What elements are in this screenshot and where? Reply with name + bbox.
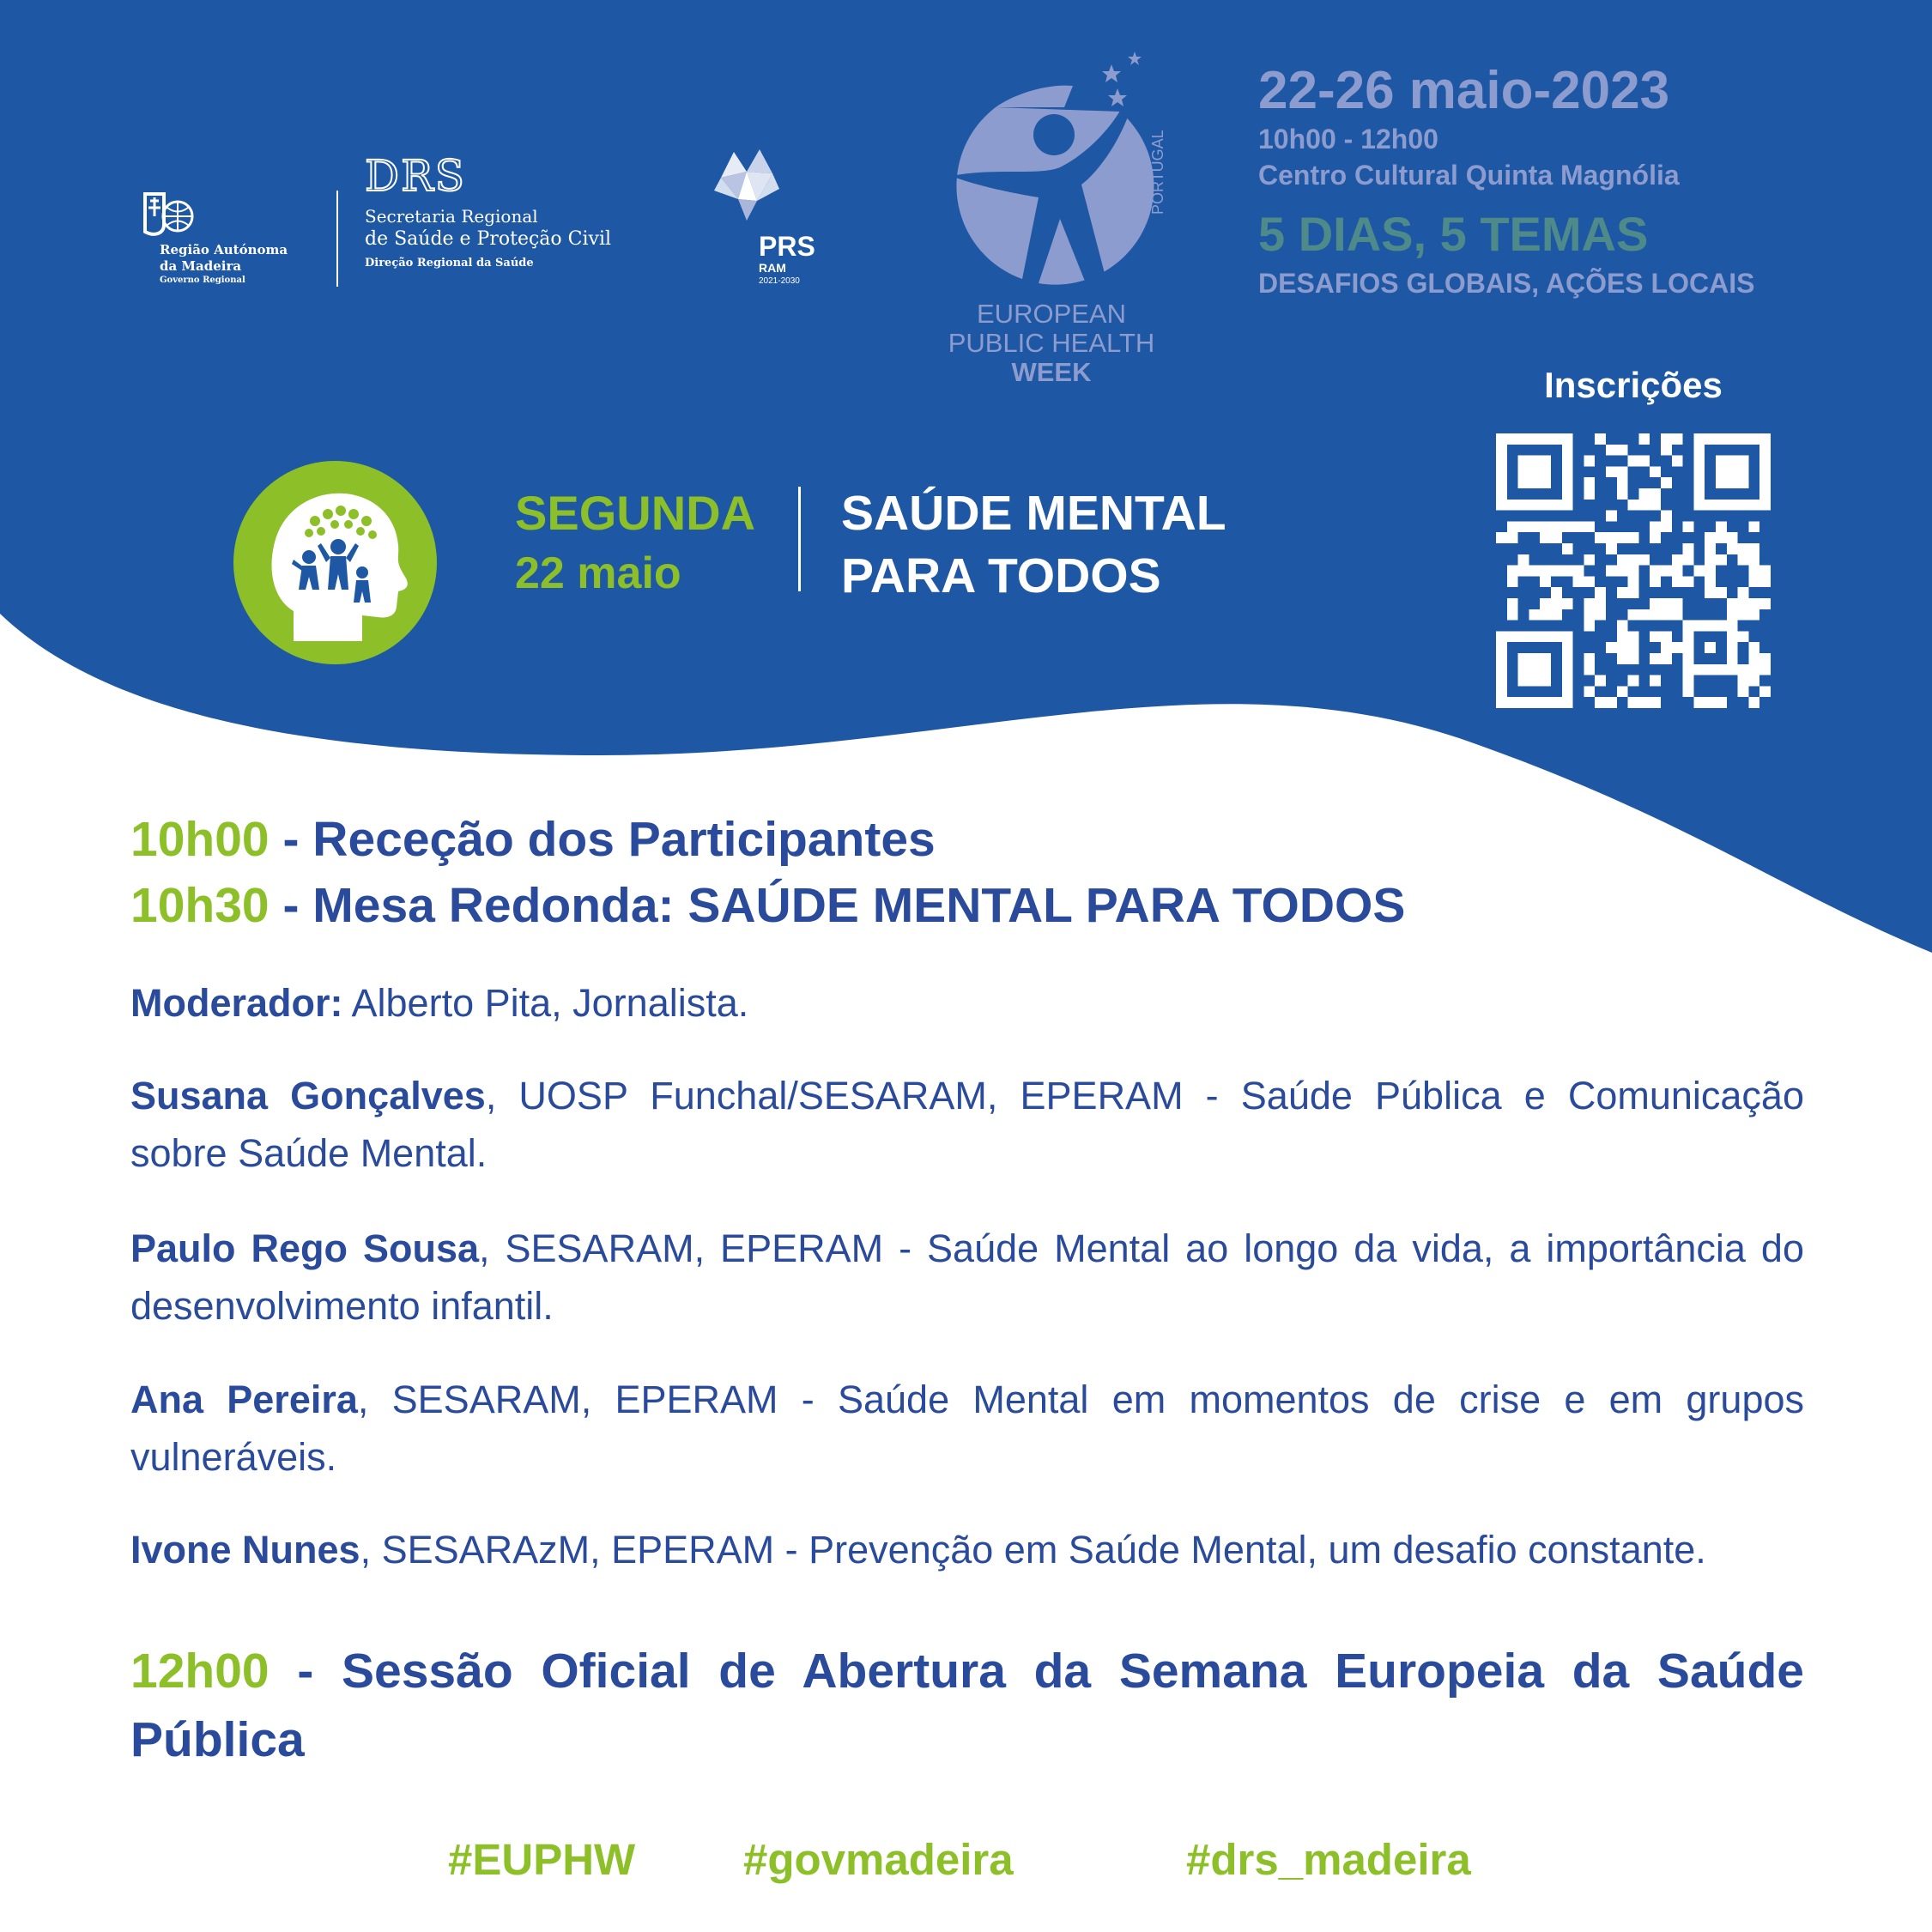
speaker-entry bbox=[130, 1521, 1804, 1578]
event-tagline: DESAFIOS GLOBAIS, AÇÕES LOCAIS bbox=[1258, 268, 1755, 299]
prs-logo-years: 2021-2030 bbox=[759, 276, 800, 286]
programme-title: - Sessão Oficial de Abertura da Semana Europeia da Saúde Pública bbox=[130, 1644, 1804, 1767]
event-days-themes: 5 DIAS, 5 TEMAS bbox=[1258, 207, 1649, 261]
ephw-country-label: PORTUGAL bbox=[1149, 130, 1166, 215]
programme-item-reception bbox=[130, 811, 936, 868]
speaker-details: , SESARAM, EPERAM - Saúde Mental em momentos de crise e em grupos vulneráveis. bbox=[130, 1378, 1804, 1479]
madeira-logo-line1: Região Autónoma bbox=[160, 242, 288, 257]
madeira-emblem-icon bbox=[142, 191, 195, 240]
prs-logo-acronym: PRS bbox=[759, 231, 815, 262]
ephw-label-line2: PUBLIC HEALTH bbox=[948, 328, 1155, 358]
moderator-label: Moderador: bbox=[130, 981, 343, 1025]
hashtag-govmadeira[interactable]: #govmadeira bbox=[743, 1835, 1014, 1884]
programme-time: 12h00 bbox=[130, 1644, 270, 1699]
speaker-details: , SESARAzM, EPERAM - Prevenção em Saúde Mental, um desafio constante. bbox=[360, 1528, 1706, 1572]
european-public-health-week-logo-icon bbox=[944, 47, 1176, 296]
mental-health-head-icon bbox=[233, 461, 437, 664]
qr-code-icon[interactable] bbox=[1496, 433, 1771, 708]
event-venue: Centro Cultural Quinta Magnólia bbox=[1258, 160, 1680, 191]
speaker-name: Ana Pereira bbox=[130, 1378, 358, 1421]
speaker-details: , UOSP Funchal/SESARAM, EPERAM - Saúde Pública e Comunicação sobre Saúde Mental. bbox=[130, 1074, 1804, 1175]
hashtag-drs-madeira[interactable]: #drs_madeira bbox=[1186, 1835, 1471, 1884]
moderator-text: Alberto Pita, Jornalista. bbox=[342, 981, 749, 1025]
programme-item-opening-session bbox=[130, 1637, 1804, 1774]
event-time-range: 10h00 - 12h00 bbox=[1258, 124, 1438, 154]
day-date: 22 maio bbox=[515, 548, 681, 598]
speaker-name: Ivone Nunes bbox=[130, 1528, 360, 1572]
prs-logo-sub: RAM bbox=[759, 261, 786, 275]
ephw-label-line1: EUROPEAN bbox=[977, 299, 1126, 329]
day-name: SEGUNDA bbox=[515, 486, 756, 540]
event-date-range: 22-26 maio-2023 bbox=[1258, 61, 1670, 120]
speaker-entry bbox=[130, 1220, 1804, 1335]
registration-label: Inscrições bbox=[1544, 365, 1723, 405]
moderator-entry bbox=[130, 974, 1804, 1032]
programme-time: 10h30 bbox=[130, 878, 270, 933]
prs-crystal-icon bbox=[712, 148, 781, 225]
programme-item-round-table bbox=[130, 877, 1405, 934]
day-divider bbox=[798, 487, 801, 591]
programme-time: 10h00 bbox=[130, 812, 270, 867]
hashtag-euphw[interactable]: #EUPHW bbox=[448, 1835, 636, 1884]
drs-logo-line2: de Saúde e Proteção Civil bbox=[365, 228, 612, 250]
speaker-name: Paulo Rego Sousa bbox=[130, 1226, 480, 1270]
day-theme-line2: PARA TODOS bbox=[841, 548, 1161, 603]
speaker-name: Susana Gonçalves bbox=[130, 1074, 486, 1117]
programme-title: - Receção dos Participantes bbox=[269, 812, 936, 867]
programme-title: - Mesa Redonda: SAÚDE MENTAL PARA TODOS bbox=[269, 878, 1406, 933]
speaker-entry bbox=[130, 1371, 1804, 1486]
drs-logo-acronym: DRS bbox=[365, 151, 466, 201]
madeira-logo-line3: Governo Regional bbox=[160, 276, 245, 285]
drs-logo-line3: Direção Regional da Saúde bbox=[365, 257, 534, 270]
ephw-label-line3: WEEK bbox=[1011, 357, 1092, 387]
logo-divider bbox=[336, 191, 338, 287]
drs-logo-line1: Secretaria Regional bbox=[365, 206, 538, 227]
day-theme-line1: SAÚDE MENTAL bbox=[841, 486, 1226, 541]
speaker-entry bbox=[130, 1067, 1804, 1182]
speaker-details: , SESARAM, EPERAM - Saúde Mental ao longo da vida, a importância do desenvolvimento infantil. bbox=[130, 1226, 1804, 1328]
madeira-logo-line2: da Madeira bbox=[160, 258, 242, 274]
